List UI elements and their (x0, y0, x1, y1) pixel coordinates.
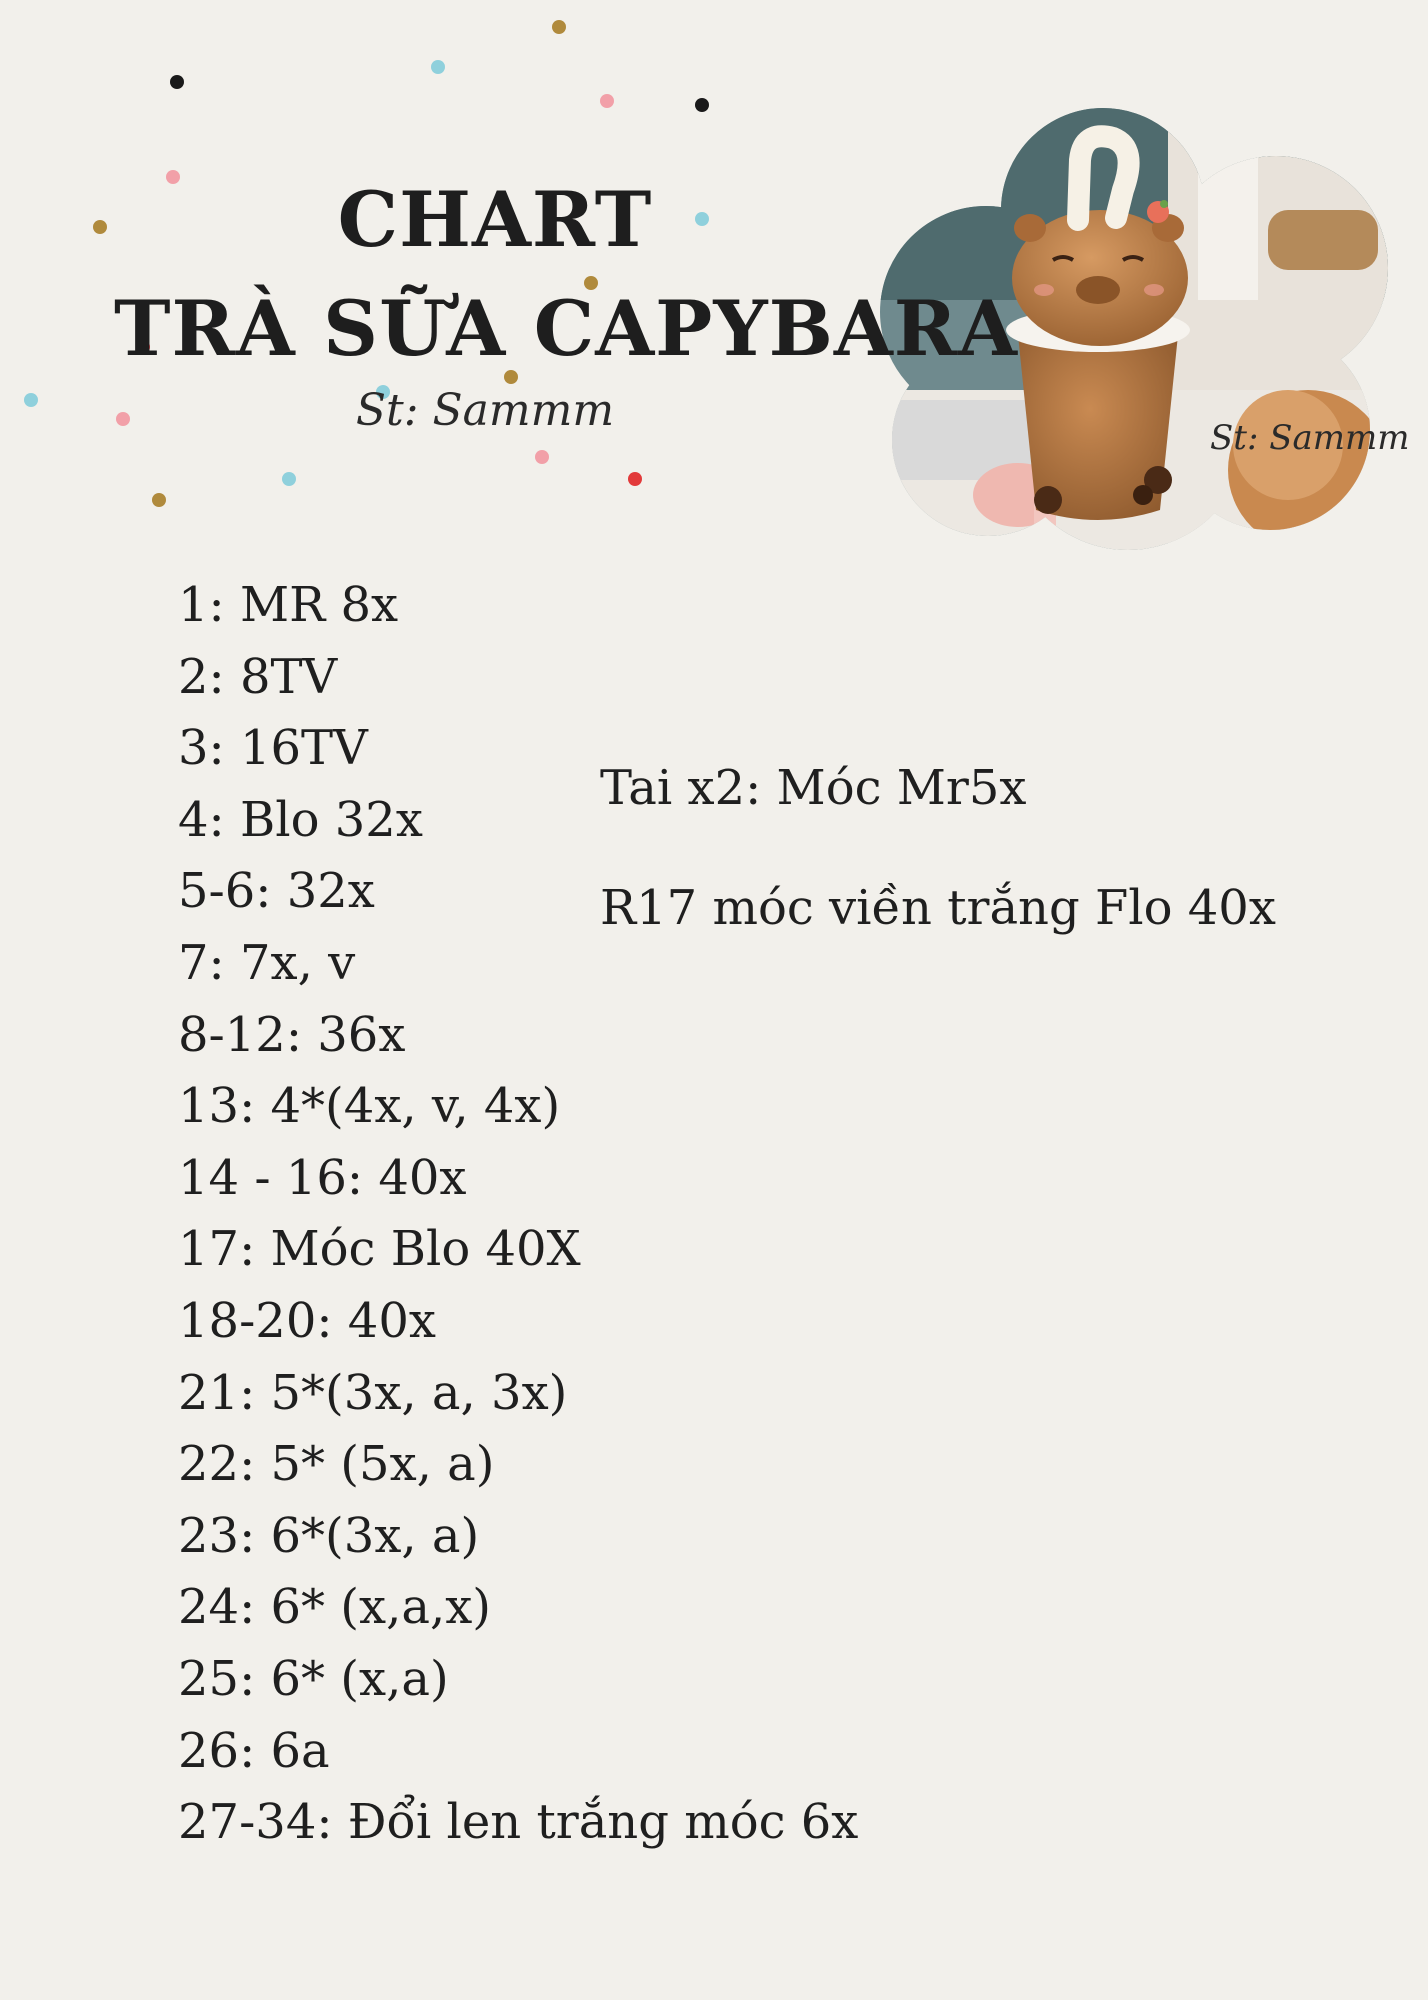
list-item: 25: 6* (x,a) (178, 1650, 449, 1707)
list-item: 23: 6*(3x, a) (178, 1507, 480, 1564)
page-title-line1: CHART (337, 175, 653, 264)
list-item: 1: MR 8x (178, 577, 399, 633)
list-item: 3: 16TV (178, 720, 368, 777)
list-item: 8-12: 36x (178, 1006, 406, 1063)
confetti-dot (600, 94, 614, 108)
list-item: 13: 4*(4x, v, 4x) (178, 1078, 561, 1135)
list-item: 7: 7x, v (178, 934, 356, 991)
list-item: 14 - 16: 40x (178, 1149, 467, 1206)
list-item: 17: Móc Blo 40X (178, 1221, 581, 1278)
ears-note: Tai x2: Móc Mr5x (600, 760, 1027, 816)
list-item: 4: Blo 32x (178, 791, 423, 848)
confetti-dot (535, 450, 549, 464)
confetti-dot (170, 75, 184, 89)
confetti-dot (152, 493, 166, 507)
list-item: 21: 5*(3x, a, 3x) (178, 1364, 568, 1421)
confetti-dot (282, 472, 296, 486)
list-item: 22: 5* (5x, a) (178, 1436, 495, 1493)
rim-note: R17 móc viền trắng Flo 40x (600, 880, 1276, 936)
list-item: 5-6: 32x (178, 863, 375, 920)
confetti-dot (628, 472, 642, 486)
confetti-dot (695, 98, 709, 112)
list-item: 26: 6a (178, 1722, 330, 1779)
page-subtitle: St: Sammm (355, 385, 615, 436)
list-item: 24: 6* (x,a,x) (178, 1579, 492, 1636)
list-item: 2: 8TV (178, 648, 338, 705)
photo-credit: St: Sammm (1210, 418, 1410, 458)
confetti-dot (431, 60, 445, 74)
list-item: 27-34: Đổi len trắng móc 6x (178, 1794, 859, 1851)
list-item: 18-20: 40x (178, 1292, 436, 1349)
confetti-dot (552, 20, 566, 34)
page-title-line2: TRÀ SỮA CAPYBARA (114, 284, 1018, 373)
